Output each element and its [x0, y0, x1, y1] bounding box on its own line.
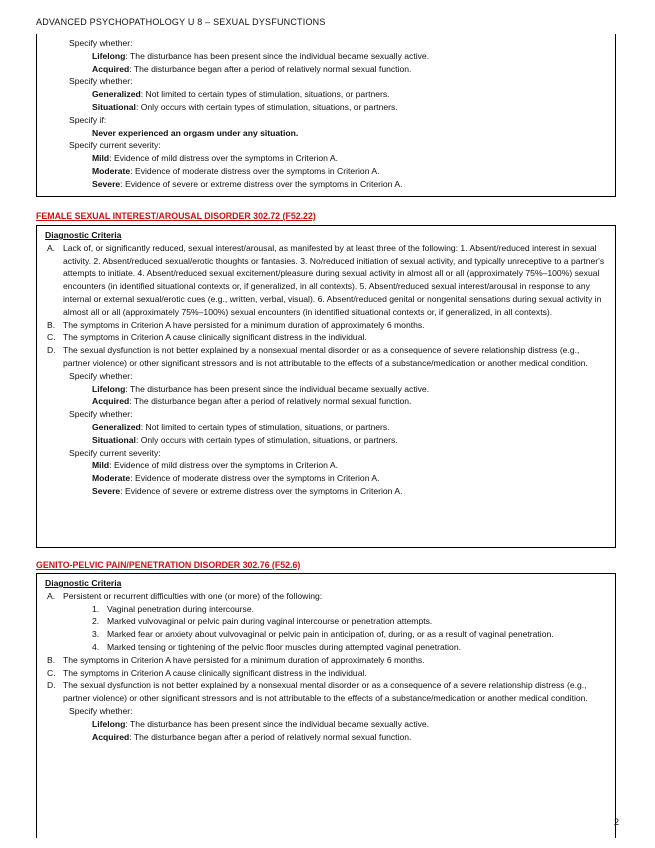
- specify-label: Specify whether:: [69, 370, 133, 381]
- section-title-female-interest-arousal: FEMALE SEXUAL INTEREST/AROUSAL DISORDER 302.72 (F52.22): [36, 211, 316, 221]
- specify-label: Specify whether:: [69, 76, 133, 87]
- criterion-c: C. The symptoms in Criterion A cause clinically significant distress in the individual.: [47, 332, 367, 343]
- criterion-c: C. The symptoms in Criterion A cause clinically significant distress in the individual.: [47, 667, 367, 678]
- criteria-box-continued: [36, 34, 616, 197]
- criterion-d: D. The sexual dysfunction is not better explained by a nonsexual mental disorder or as a consequence of severe relationship distress (e.g., partner violence) or other significant stressors and is not attributable to the effects of a substance/medication or another medical condition.: [47, 345, 588, 368]
- severity-severe: Severe: Evidence of severe or extreme distress over the symptoms in Criterion A.: [92, 485, 403, 496]
- specify-if-label: Specify if:: [69, 114, 107, 125]
- specifier-situational: Situational: Only occurs with certain types of stimulation, situations, or partners.: [92, 434, 398, 445]
- severity-label: Specify current severity:: [69, 140, 161, 151]
- specifier-situational: Situational: Only occurs with certain types of stimulation, situations, or partners.: [92, 101, 398, 112]
- specifier-generalized: Generalized: Not limited to certain types of stimulation, situations, or partners.: [92, 421, 390, 432]
- specify-label: Specify whether:: [69, 409, 133, 420]
- severity-moderate: Moderate: Evidence of moderate distress over the symptoms in Criterion A.: [92, 165, 380, 176]
- severity-severe: Severe: Evidence of severe or extreme distress over the symptoms in Criterion A.: [92, 178, 403, 189]
- severity-mild: Mild: Evidence of mild distress over the symptoms in Criterion A.: [92, 153, 338, 164]
- specifier-acquired: Acquired: The disturbance began after a period of relatively normal sexual function.: [92, 396, 412, 407]
- criterion-a-item: 4. Marked tensing or tightening of the pelvic floor muscles during attempted vaginal penetration.: [92, 641, 461, 652]
- specify-label: Specify whether:: [69, 705, 133, 716]
- severity-label: Specify current severity:: [69, 447, 161, 458]
- specifier-lifelong: Lifelong: The disturbance has been present since the individual became sexually active.: [92, 50, 430, 61]
- specifier-acquired: Acquired: The disturbance began after a period of relatively normal sexual function.: [92, 63, 412, 74]
- criterion-a-item: 2. Marked vulvovaginal or pelvic pain during vaginal intercourse or penetration attempts.: [92, 616, 433, 627]
- specifier-lifelong: Lifelong: The disturbance has been present since the individual became sexually active.: [92, 718, 430, 729]
- criterion-b: B. The symptoms in Criterion A have persisted for a minimum duration of approximately 6 months.: [47, 654, 425, 665]
- criteria-box-female-interest-arousal: [36, 225, 616, 548]
- criterion-a-item: 3. Marked fear or anxiety about vulvovaginal or pelvic pain in anticipation of, during, or as a result of vaginal penetration.: [92, 629, 554, 640]
- severity-mild: Mild: Evidence of mild distress over the symptoms in Criterion A.: [92, 460, 338, 471]
- specifier-never-orgasm: Never experienced an orgasm under any situation.: [92, 127, 299, 138]
- diagnostic-criteria-heading: Diagnostic Criteria: [45, 230, 122, 240]
- page-header: ADVANCED PSYCHOPATHOLOGY U 8 – SEXUAL DYSFUNCTIONS: [36, 17, 326, 27]
- diagnostic-criteria-heading: Diagnostic Criteria: [45, 578, 122, 588]
- severity-moderate: Moderate: Evidence of moderate distress over the symptoms in Criterion A.: [92, 473, 380, 484]
- criteria-box-genito-pelvic-pain: [36, 573, 616, 838]
- criterion-a: A. Persistent or recurrent difficulties with one (or more) of the following:: [47, 590, 323, 601]
- specify-label: Specify whether:: [69, 38, 133, 48]
- criterion-a-item: 1. Vaginal penetration during intercourse.: [92, 603, 254, 614]
- specifier-lifelong: Lifelong: The disturbance has been present since the individual became sexually active.: [92, 383, 430, 394]
- section-title-genito-pelvic-pain: GENITO-PELVIC PAIN/PENETRATION DISORDER 302.76 (F52.6): [36, 560, 301, 570]
- specifier-generalized: Generalized: Not limited to certain types of stimulation, situations, or partners.: [92, 89, 390, 100]
- criterion-a: A. Lack of, or significantly reduced, sexual interest/arousal, as manifested by at least three of the following: 1. Absent/reduced interest in sexual activity. 2. Absent/reduced sexual/erotic thoughts or fantasies. 3. No/reduced initiation of sexual activity, and typically unreceptive to a partner's attempts to initiate. 4. Absent/reduced sexual excitement/pleasure during sexual activity in almost all or all (approximately 75%–100%) sexual encounters (in identified situational contexts or, if generalized, in all contexts). 5. Absent/reduced sexual interest/arousal in response to any internal or external sexual/erotic cues (e.g., written, verbal, visual). 6. Absent/reduced genital or nongenital sensations during sexual activity in almost all or all (approximately 75%–100%) sexual encounters (in identified situational contexts or, if generalized, in all contexts).: [47, 242, 605, 317]
- specifier-acquired: Acquired: The disturbance began after a period of relatively normal sexual function.: [92, 731, 412, 742]
- page-number: 2: [613, 817, 619, 827]
- criterion-b: B. The symptoms in Criterion A have persisted for a minimum duration of approximately 6 months.: [47, 319, 425, 330]
- criterion-d: D. The sexual dysfunction is not better explained by a nonsexual mental disorder or as a consequence of a severe relationship distress (e.g., partner violence) or other significant stressors and is not attributable to the effects of a substance/medication or another medical condition.: [47, 680, 588, 704]
